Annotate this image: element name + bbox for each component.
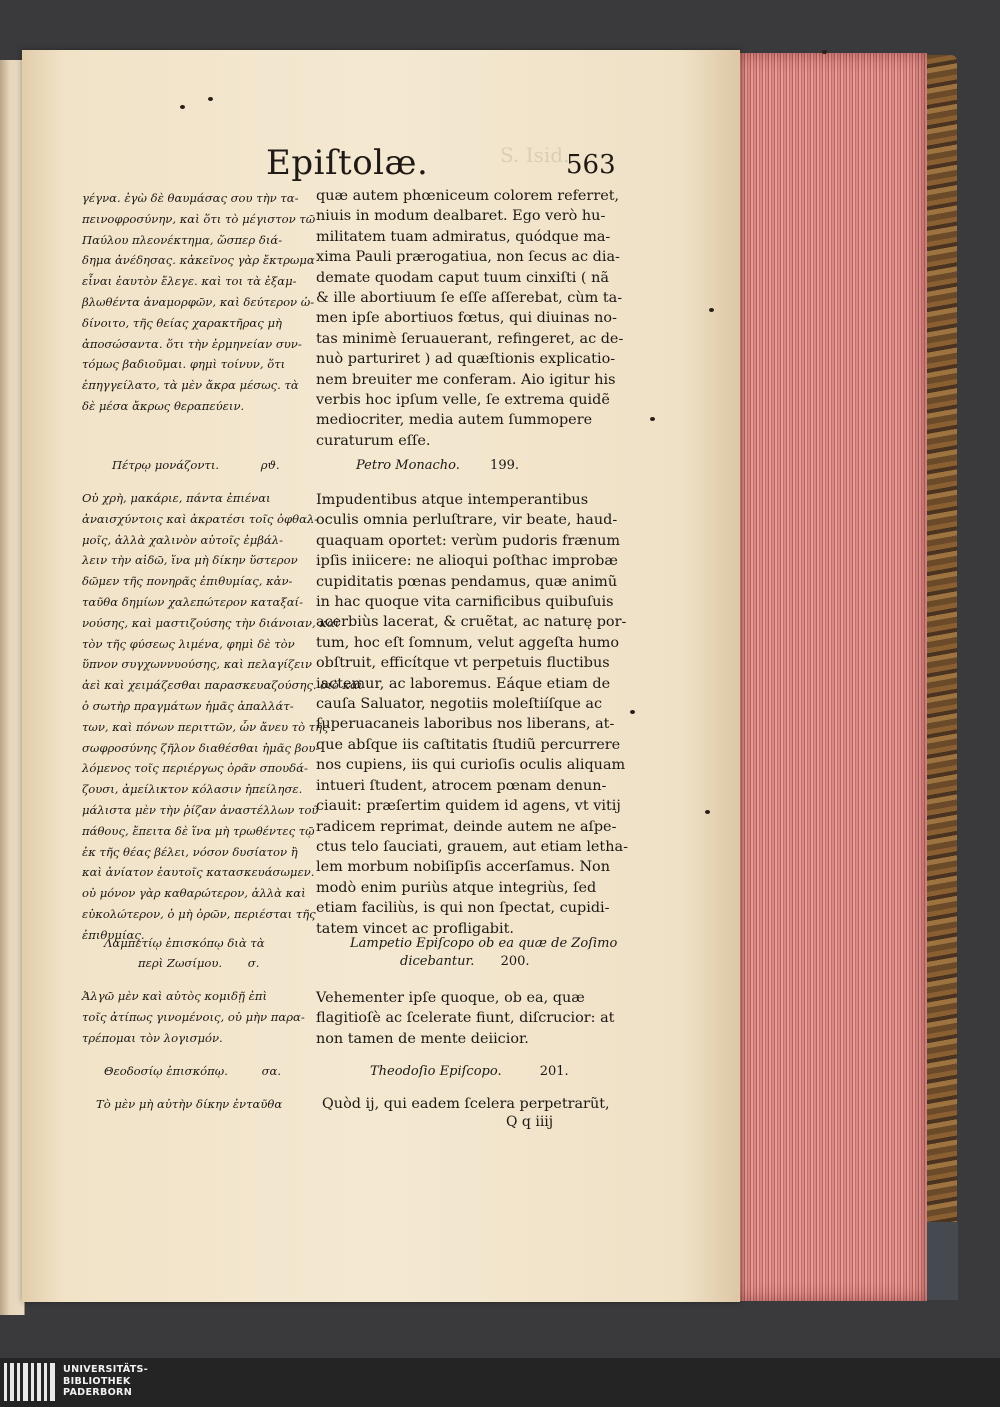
text-line: γέγνα. ἐγὼ δὲ θαυμάσας σου τὴν τα- [82, 191, 299, 205]
text-line: oculis omnia perluſtrare, vir beate, haud- [316, 512, 618, 529]
wormhole [709, 308, 714, 312]
text-line: verbis hoc ipſum velle, ſe extrema quidẽ [316, 392, 610, 409]
text-line: ταῦθα δημίων χαλεπώτερον καταξαί- [82, 594, 303, 609]
text-line: xima Pauli prærogatiua, non ſecus ac dia- [316, 249, 620, 266]
text-line: εἶναι ἑαυτὸν ἔλεγε. καὶ τοι τὰ ἐξαμ- [82, 274, 297, 289]
text-line: Vehementer ipſe quoque, ob ea, quæ [316, 990, 585, 1006]
text-line: quaquam oportet: verùm pudoris frænum [316, 532, 620, 549]
text-line: Οὐ χρὴ, μακάριε, πάντα ἐπιέναι [82, 491, 271, 505]
text-line: δῶμεν τῆς πονηρᾶς ἐπιθυμίας, κἀν- [82, 574, 293, 589]
text-line: δὲ μέσα ἄκρως θεραπεύειν. [82, 398, 245, 413]
text-line: πάθους, ἔπειτα δὲ ἵνα μὴ τρωθέντες τῷ [82, 823, 315, 838]
wormhole [650, 417, 655, 421]
wormhole [630, 710, 635, 714]
text-line: τρέπομαι τὸν λογισμόν. [82, 1030, 223, 1045]
text-line: εὐκολώτερον, ὁ μὴ ὁρῶν, περιέσται τῆς [82, 906, 316, 921]
text-line: ἐπιθυμίας. [82, 927, 145, 942]
text-line: niuis in modum dealbaret. Ego verò hu- [316, 208, 606, 225]
library-logo-text: UNIVERSITÄTS- BIBLIOTHEK PADERBORN [63, 1364, 149, 1399]
text-line: δίνοιτο, τῆς θείας χαρακτῆρας μὴ [82, 315, 282, 330]
greek-text-block [82, 188, 316, 417]
text-line: ἀποσώσαντα. ὅτι τὴν ἑρμηνείαν συν- [82, 336, 302, 351]
latin-letter-heading: Lampetio Epiſcopo ob ea quæ de Zoſimo [350, 936, 618, 951]
greek-text-block [82, 488, 363, 946]
text-line: λειν τὴν αἰδῶ, ἵνα μὴ δίκην ὕστερον [82, 553, 298, 568]
greek-letter-heading-cont: περὶ Ζωσίμου. σ. [138, 956, 260, 970]
text-line: μάλιστα μὲν τὴν ῥίζαν ἀναστέλλων τοῦ [82, 802, 319, 817]
footer-bar [0, 1358, 1000, 1407]
text-line: ciauit: præſertim quidem id agens, vt vitij [316, 798, 621, 815]
text-line: lem morbum nobiſipſis accerſamus. Non [316, 859, 610, 876]
latin-letter-heading-cont: dicebantur. 200. [400, 954, 530, 969]
text-line: militatem tuam admiratus, quódque ma- [316, 228, 611, 245]
text-line: obſtruit, efficítque vt perpetuis fluctibus [316, 655, 610, 672]
text-line: tas minimè ſeruauerant, refingeret, ac de- [316, 330, 624, 347]
text-line: nuò parturiret ) ad quæſtionis explicatio- [316, 351, 616, 368]
text-line: radicem reprimat, deinde autem ne aſpe- [316, 818, 617, 835]
wormhole [822, 50, 827, 54]
text-line: demate quodam caput tuum cinxiſti ( nã [316, 269, 609, 286]
text-line: nem breuiter me conferam. Aio igitur his [316, 371, 616, 388]
text-line: τόμως βαδιοῦμαι. φημὶ τοίνυν, ὅτι [82, 357, 286, 372]
text-line: Impudentibus atque intemperantibus [316, 492, 589, 508]
latin-text-block [316, 988, 614, 1049]
text-line: Παύλου πλεονέκτημα, ὥσπερ διά- [82, 232, 283, 247]
wormhole [208, 97, 213, 101]
signature-mark: Q q iiij [506, 1114, 554, 1130]
wormhole [180, 105, 185, 109]
text-line: δημα ἀνέδησας. κἀκεῖνος γὰρ ἔκτρωμα [82, 253, 315, 268]
greek-text-block [96, 1094, 321, 1115]
latin-letter-heading: Theodoſio Epiſcopo. 201. [370, 1064, 569, 1079]
text-line: ctus telo ſauciati, grauem, aut etiam letha- [316, 838, 628, 855]
text-line: men ipſe abortiuos fœtus, qui diuinas no- [316, 310, 617, 327]
latin-text-block [322, 1094, 620, 1114]
text-line: cauſa Saluator, negotiis moleſtiíſque ac [316, 696, 603, 713]
text-line: nos cupiens, iis qui curioſis oculis aliquam [316, 757, 626, 774]
text-line: & ille abortiuum ſe eſſe aſſerebat, cùm ta- [316, 290, 623, 307]
text-line: tum, hoc eſt ſomnum, velut aggeſta humo [316, 634, 620, 651]
text-line: ὁ σωτὴρ πραγμάτων ἡμᾶς ἀπαλλάτ- [82, 698, 294, 713]
latin-text-block [316, 186, 624, 451]
text-line: λόμενος τοῖς περιέργως ὁρᾶν σπουδά- [82, 761, 308, 776]
text-line: τοῖς ἀτίπως γινομένοις, οὐ μὴν παρα- [82, 1009, 305, 1024]
text-line: intueri ſtudent, atrocem pœnam denun- [316, 777, 607, 794]
text-line: flagitioſè ac ſcelerate fiunt, diſcrucior: at [316, 1010, 615, 1027]
library-logo-icon [0, 1363, 60, 1401]
text-line: ἐκ τῆς θέας βέλει, νόσον δυσίατον ἢ [82, 844, 298, 859]
text-line: πεινοφροσύνην, καὶ ὅτι τὸ μέγιστον τῶ [82, 211, 316, 226]
text-line: βλωθέντα ἀναμορφῶν, καὶ δεύτερον ὠ- [82, 294, 315, 309]
text-line: τὸν τῆς φύσεως λιμένα, φημὶ δὲ τὸν [82, 636, 295, 651]
greek-letter-heading: Πέτρῳ μονάζοντι. ρϑ. [112, 458, 280, 472]
text-line: ἀεὶ καὶ χειμάζεσθαι παρασκευαζούσης. διὸ καὶ [82, 678, 363, 693]
text-line: ἐπηγγείλατο, τὰ μὲν ἄκρα μέσως. τὰ [82, 378, 299, 393]
text-line: νούσης, καὶ μαστιζούσης τὴν διάνοιαν, καὶ [82, 615, 340, 630]
text-line: modò enim puriùs atque integriùs, ſed [316, 879, 597, 896]
text-line: Ἀλγῶ μὲν καὶ αὐτὸς κομιδῇ ἐπὶ [82, 989, 268, 1003]
greek-letter-heading: Λαμπετίῳ ἐπισκόπῳ διὰ τὰ [104, 936, 265, 950]
bleed-through: S. Isid. [500, 143, 570, 167]
text-line: Quòd ij, qui eadem ſcelera perpetrarũt, [322, 1096, 610, 1112]
greek-text-block [82, 986, 307, 1048]
page-edges [735, 53, 927, 1301]
text-line: σωφροσύνης ζῆλον διαθέσθαι ἡμᾶς βου- [82, 740, 320, 755]
text-line: etiam faciliùs, is qui non ſpectat, cupidi- [316, 900, 610, 917]
text-line: curaturum eſſe. [316, 432, 431, 449]
text-line: των, καὶ πόνων περιττῶν, ὧν ἄνευ τὸ τῆς [82, 719, 329, 734]
text-line: ζουσι, ἀμείλικτον κόλασιν ἠπείλησε. [82, 782, 303, 797]
text-line: mediocriter, media autem ſummopere [316, 412, 593, 429]
latin-text-block [316, 490, 628, 939]
latin-letter-heading: Petro Monacho. 199. [356, 458, 519, 473]
text-line: ἀναισχύντοις καὶ ἀκρατέσι τοῖς ὀφθαλ- [82, 511, 319, 526]
text-line: μοῖς, ἀλλὰ χαλινὸν αὐτοῖς ἐμβάλ- [82, 532, 284, 547]
text-line: non tamen de mente deiicior. [316, 1030, 529, 1047]
folio-number: 563 [566, 150, 616, 180]
text-line: in hac quoque vita carnificibus quibuſuis [316, 594, 614, 611]
text-line: ὕπνον συγχωννυούσης, καὶ πελαγίζειν [82, 657, 312, 672]
text-line: acerbiùs lacerat, & cruẽtat, ac naturę por- [316, 614, 627, 631]
text-line: que abſque iis caſtitatis ſtudiũ percurrere [316, 736, 621, 753]
running-title: Epiſtolæ. [266, 143, 429, 183]
text-line: cupiditatis pœnas pendamus, quæ animũ [316, 573, 618, 590]
wormhole [705, 810, 710, 814]
text-line: ipſis iniicere: ne alioqui poſthac improbæ [316, 553, 618, 570]
text-line: οὐ μόνον γὰρ καθαρώτερον, ἀλλὰ καὶ [82, 886, 306, 901]
text-line: tatem vincet ac profligabit. [316, 920, 514, 937]
text-line: Τὸ μὲν μὴ αὐτὴν δίκην ἐνταῦθα [96, 1097, 283, 1111]
text-line: καὶ ἀνίατον ἑαυτοῖς κατασκευάσωμεν. [82, 865, 315, 880]
text-line: quæ autem phœniceum colorem referret, [316, 188, 620, 204]
greek-letter-heading: Θεοδοσίῳ ἐπισκόπῳ. σα. [104, 1064, 282, 1078]
text-line: iactemur, ac laboremus. Eáque etiam de [316, 675, 611, 692]
text-line: ſuperuacaneis laboribus nos liberans, at- [316, 716, 615, 733]
